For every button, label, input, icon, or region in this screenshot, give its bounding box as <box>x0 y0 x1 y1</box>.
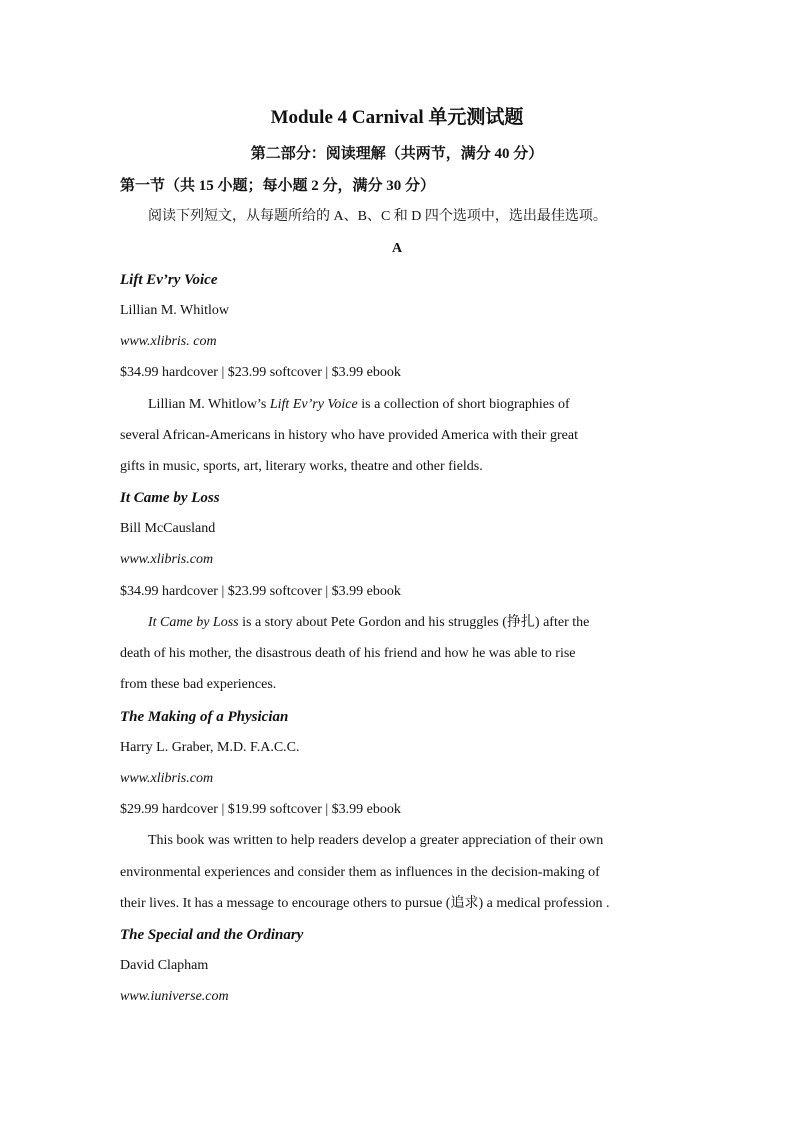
book-description-line: This book was written to help readers develop a greater appreciation of their own <box>148 833 604 848</box>
book-author: David Clapham <box>120 958 209 973</box>
book-title: It Came by Loss <box>120 490 220 506</box>
book-author: Bill McCausland <box>120 521 216 536</box>
book-price: $29.99 hardcover | $19.99 softcover | $3.99 ebook <box>120 802 401 817</box>
book-description-line: death of his mother, the disastrous death of his friend and how he was able to rise <box>120 646 576 661</box>
book-url: www.xlibris. com <box>120 334 217 349</box>
instructions: 阅读下列短文，从每题所给的 A、B、C 和 D 四个选项中，选出最佳选项。 <box>148 209 607 224</box>
book-title: Lift Ev’ry Voice <box>120 272 218 288</box>
book-price: $34.99 hardcover | $23.99 softcover | $3.99 ebook <box>120 584 401 599</box>
description-book-title: It Came by Loss <box>148 615 239 630</box>
section-heading: 第一节（共 15 小题；每小题 2 分，满分 30 分） <box>120 178 436 194</box>
book-author: Lillian M. Whitlow <box>120 303 230 318</box>
description-text: is a collection of short biographies of <box>357 397 570 412</box>
book-description-line: their lives. It has a message to encourage others to pursue (追求) a medical profession . <box>120 896 610 911</box>
book-description-line <box>148 396 570 414</box>
book-author: Harry L. Graber, M.D. F.A.C.C. <box>120 740 300 755</box>
book-description-line: environmental experiences and consider them as influences in the decision-making of <box>120 865 600 880</box>
book-title: The Making of a Physician <box>120 709 289 725</box>
book-description-line <box>148 614 589 632</box>
book-url: www.iuniverse.com <box>120 989 229 1004</box>
book-title: The Special and the Ordinary <box>120 927 304 943</box>
book-description-line: several African-Americans in history who have provided America with their great <box>120 428 578 443</box>
page-title: Module 4 Carnival 单元测试题 <box>270 107 524 128</box>
book-price: $34.99 hardcover | $23.99 softcover | $3.99 ebook <box>120 365 401 380</box>
description-text: is a story about Pete Gordon and his struggles (挣扎) after the <box>238 615 590 630</box>
passage-label: A <box>391 241 403 256</box>
book-description-line: gifts in music, sports, art, literary works, theatre and other fields. <box>120 459 483 474</box>
book-url: www.xlibris.com <box>120 771 214 786</box>
part-heading: 第二部分：阅读理解（共两节，满分 40 分） <box>250 146 544 162</box>
description-text: Lillian M. Whitlow’s <box>148 397 270 412</box>
book-url: www.xlibris.com <box>120 552 214 567</box>
description-book-title: Lift Ev’ry Voice <box>269 397 358 412</box>
book-description-line: from these bad experiences. <box>120 677 277 692</box>
